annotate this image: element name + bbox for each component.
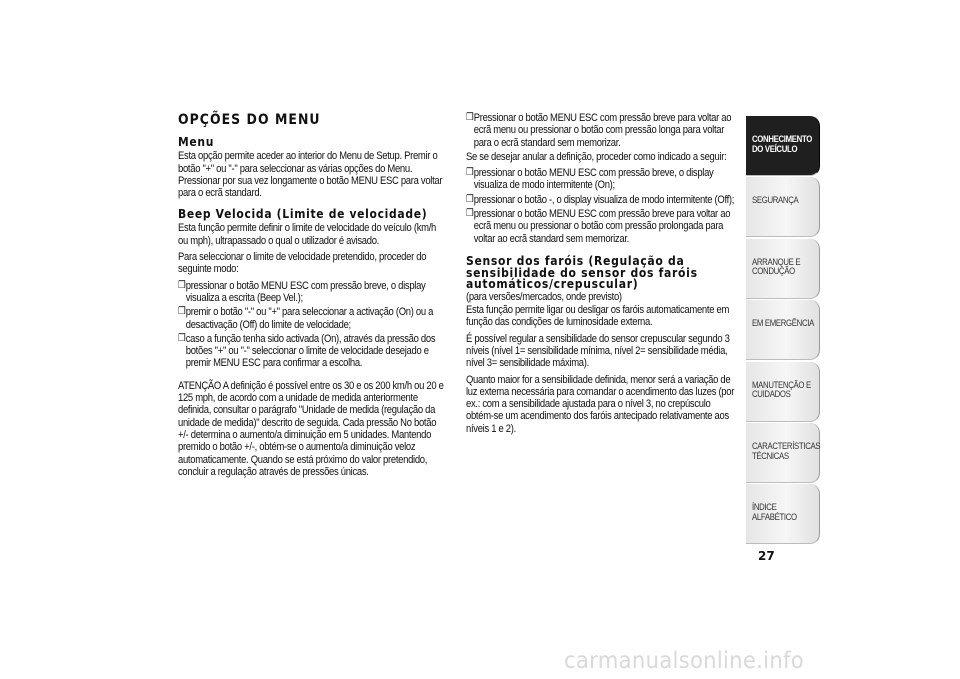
bullet-item [466,167,736,192]
attention-paragraph: ATENÇÃO A definição é possível entre os 30 e os 200 km/h ou 20 e 125 mph, de acordo com a unidade de medida anteriormente definida, consultar o parágrafo "Unidade de medida (regulação da unidade de medida)" descrito de seguida. Cada pressão No botão +/- determina o aumento/a diminuição em 5 unidades. Mantendo premido o botão +/-, obtém-se o aumento/a diminuição veloz automaticamente. Quando se está próximo do valor pretendido, concluir a regulação através de pressões únicas. [178,379,444,478]
bullet-text: pressionar o botão MENU ESC com pressão breve, o display visualiza a escrita (Beep Vel.); [185,279,426,304]
tab-arranque-e-conducao[interactable] [746,239,820,299]
beep-paragraph-1: Esta função permite definir o limite de velocidade do veículo (km/h ou mph), ultrapassado o qual o utilizador é avisado. [178,222,436,247]
beep-paragraph-2: Para seleccionar o limite de velocidade pretendido, proceder do seguinte modo: [178,251,427,276]
checkbox-bullet-icon: ❒ [178,279,186,291]
bullet-text: premir o botão "-" ou "+" para seleccionar a activação (On) ou a desactivação (Off) do limite de velocidade; [185,306,434,331]
left-column-text [178,114,448,478]
bullet-text: caso a função tenha sido activada (On), através da pressão dos botões "+" ou "-" seleccionar o limite de velocidade desejado e premir MENU ESC para confirmar a escolha. [185,332,436,370]
bullet-item [466,208,736,245]
cancel-paragraph: Se se desejar anular a definição, proceder como indicado a seguir: [466,150,727,163]
checkbox-bullet-icon: ❒ [178,332,186,344]
tab-conhecimento-do-veiculo[interactable] [746,116,820,176]
bullet-item [178,333,448,370]
right-column-text [466,112,736,435]
checkbox-bullet-icon: ❒ [466,193,474,205]
bullet-item [178,306,448,331]
sensor-paragraph-2: É possível regular a sensibilidade do sensor crepuscular segundo 3 níveis (nível 1= sensibilidade mínima, nível 2= sensibilidade média, nível 3= sensibilidade máxima). [466,332,730,370]
tab-label: CONHECIMENTO DO VEÍCULO [752,134,812,155]
tab-caracteristicas-tecnicas[interactable] [746,423,820,483]
left-column [178,112,450,482]
tab-manutencao-e-cuidados[interactable] [746,362,820,422]
menu-heading: Menu [178,134,215,150]
right-column [466,112,738,439]
checkbox-bullet-icon: ❒ [178,306,186,318]
tab-indice-alfabetico[interactable] [746,484,820,544]
checkbox-bullet-icon: ❒ [466,208,474,220]
tab-seguranca[interactable] [746,177,820,237]
page-number: 27 [758,549,775,563]
watermark: carmanualsonline.info [564,648,804,674]
sensor-paragraph-1: Esta função permite ligar ou desligar os faróis automaticamente em função das condições de luminosidade externa. [466,304,730,329]
checkbox-bullet-icon: ❒ [466,112,474,123]
section-title: OPÇÕES DO MENU [178,112,321,128]
tab-label: MANUTENÇÃO E CUIDADOS [752,379,811,401]
bullet-text: pressionar o botão -, o display visualiza de modo intermitente (Off); [473,193,735,206]
tab-label: ÍNDICE ALFABÉTICO [752,502,797,523]
chapter-tabs [746,116,820,546]
beep-heading: Beep Velocida (Limite de velocidade) [178,206,428,222]
bullet-text: pressionar o botão MENU ESC com pressão breve para voltar ao ecrã menu ou pressionar o botão com pressão prolongada para voltar ao ecrã standard sem memorizar. [473,208,731,245]
bullet-item [178,280,448,305]
bullet-text: Pressionar o botão MENU ESC com pressão breve para voltar ao ecrã menu ou pressionar o botão com pressão longa para voltar para o ecrã standard sem memorizar. [473,112,732,149]
tab-label: CARACTERÍSTICAS TÉCNICAS [752,440,821,462]
tab-label: ARRANQUE E CONDUÇÃO [752,256,801,278]
bullet-item [466,194,736,206]
sensor-note: (para versões/mercados, onde previsto) [466,290,622,303]
tab-label: SEGURANÇA [752,195,799,207]
tab-label: EM EMERGÊNCIA [752,318,814,330]
menu-paragraph: Esta opção permite aceder ao interior do Menu de Setup. Premir o botão "+" ou "-" para seleccionar as várias opções do Menu. Pressionar por sua vez longamente o botão MENU ESC para voltar para o ecrã standard. [178,150,443,200]
tab-em-emergencia[interactable] [746,300,820,360]
bullet-text: pressionar o botão MENU ESC com pressão breve, o display visualiza de modo intermitente (On); [473,167,714,192]
sensor-paragraph-3: Quanto maior for a sensibilidade definida, menor será a variação de luz externa necessária para comandar o acendimento das luzes (por ex.: com a sensibilidade ajustada para o nível 3, no crepúsculo obtém-se um acendimento dos faróis antecipado relativamente aos níveis 1 e 2). [466,373,735,435]
checkbox-bullet-icon: ❒ [466,167,474,179]
sensor-heading: Sensor dos faróis (Regulação da sensibilidade do sensor dos faróis automáticos/crepuscular) [466,252,698,292]
bullet-item [466,112,736,149]
